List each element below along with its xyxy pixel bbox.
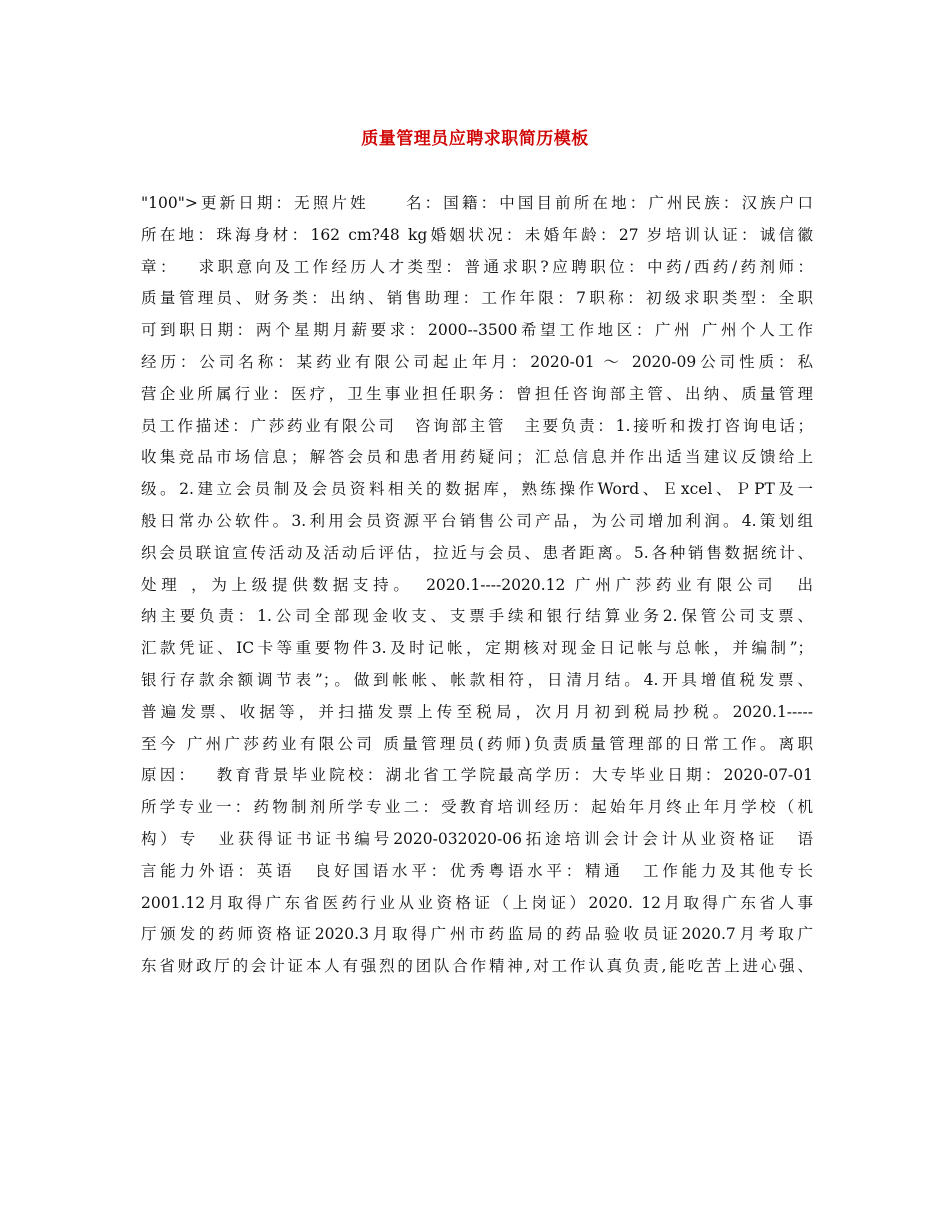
body-line: 构）专 业获得证书证书编号2020-032020-06拓途培训会计会计从业资格证 语 — [141, 829, 813, 848]
body-line: 东省财政厅的会计证本人有强烈的团队合作精神,对工作认真负责,能吃苦上进心强、 — [141, 957, 813, 976]
body-line: 至今 广州广莎药业有限公司 质量管理员(药师)负责质量管理部的日常工作。离职 — [141, 734, 813, 753]
body-line: 所学专业一：药物制剂所学专业二：受教育培训经历：起始年月终止年月学校（机 — [141, 798, 813, 817]
body-line: 级。2.建立会员制及会员资料相关的数据库，熟练操作Word、Ｅxcel、ＰPT及一 — [141, 480, 813, 499]
document-title: 质量管理员应聘求职简历模板 — [361, 129, 589, 149]
body-line: 纳主要负责：1.公司全部现金收支、支票手续和银行结算业务2.保管公司支票、 — [141, 607, 813, 626]
body-line: 银行存款余额调节表”；。做到帐帐、帐款相符，日清月结。4.开具增值税发票、 — [141, 670, 813, 689]
body-line: 2001.12月取得广东省医药行业从业资格证（上岗证）2020. 12月取得广东省人事 — [141, 893, 813, 912]
body-line: 处理 ，为上级提供数据支持。 2020.1----2020.12 广州广莎药业有限公司 出 — [141, 575, 813, 594]
body-line: "100">更新日期：无照片姓 名：国籍：中国目前所在地：广州民族：汉族户口 — [141, 194, 813, 212]
body-line: 营企业所属行业：医疗，卫生事业担任职务：曾担任咨询部主管、出纳、质量管理 — [141, 384, 813, 403]
body-line: 可到职日期：两个星期月薪要求：2000--3500希望工作地区：广州 广州个人工作 — [141, 321, 813, 340]
body-line: 所在地：珠海身材：162 cm?48 kg婚姻状况：未婚年龄：27 岁培训认证：诚信徽 — [141, 225, 813, 244]
body-line: 章： 求职意向及工作经历人才类型：普通求职?应聘职位：中药/西药/药剂师： — [141, 257, 813, 276]
body-line: 言能力外语：英语 良好国语水平：优秀粤语水平：精通 工作能力及其他专长 — [141, 861, 813, 880]
body-line: 织会员联谊宣传活动及活动后评估，拉近与会员、患者距离。5.各种销售数据统计、 — [141, 543, 813, 562]
body-line: 汇款凭证、IC卡等重要物件3.及时记帐，定期核对现金日记帐与总帐，并编制”； — [141, 639, 813, 658]
body-line: 员工作描述：广莎药业有限公司 咨询部主管 主要负责：1.接听和拨打咨询电话； — [141, 416, 813, 435]
body-line: 收集竞品市场信息；解答会员和患者用药疑问；汇总信息并作出适当建议反馈给上 — [141, 448, 813, 467]
document-body — [141, 188, 813, 983]
body-line: 经历：公司名称：某药业有限公司起止年月：2020-01 ～ 2020-09公司性质：私 — [141, 352, 813, 371]
body-line: 厅颁发的药师资格证2020.3月取得广州市药监局的药品验收员证2020.7月考取广 — [141, 925, 813, 944]
body-line: 般日常办公软件。3.利用会员资源平台销售公司产品，为公司增加利润。4.策划组 — [141, 511, 813, 530]
body-line: 原因： 教育背景毕业院校：湖北省工学院最高学历：大专毕业日期：2020-07-01 — [141, 766, 813, 785]
body-line: 普遍发票、收据等，并扫描发票上传至税局，次月月初到税局抄税。2020.1----- — [141, 702, 813, 721]
body-line: 质量管理员、财务类：出纳、销售助理：工作年限：7职称：初级求职类型：全职 — [141, 289, 813, 308]
